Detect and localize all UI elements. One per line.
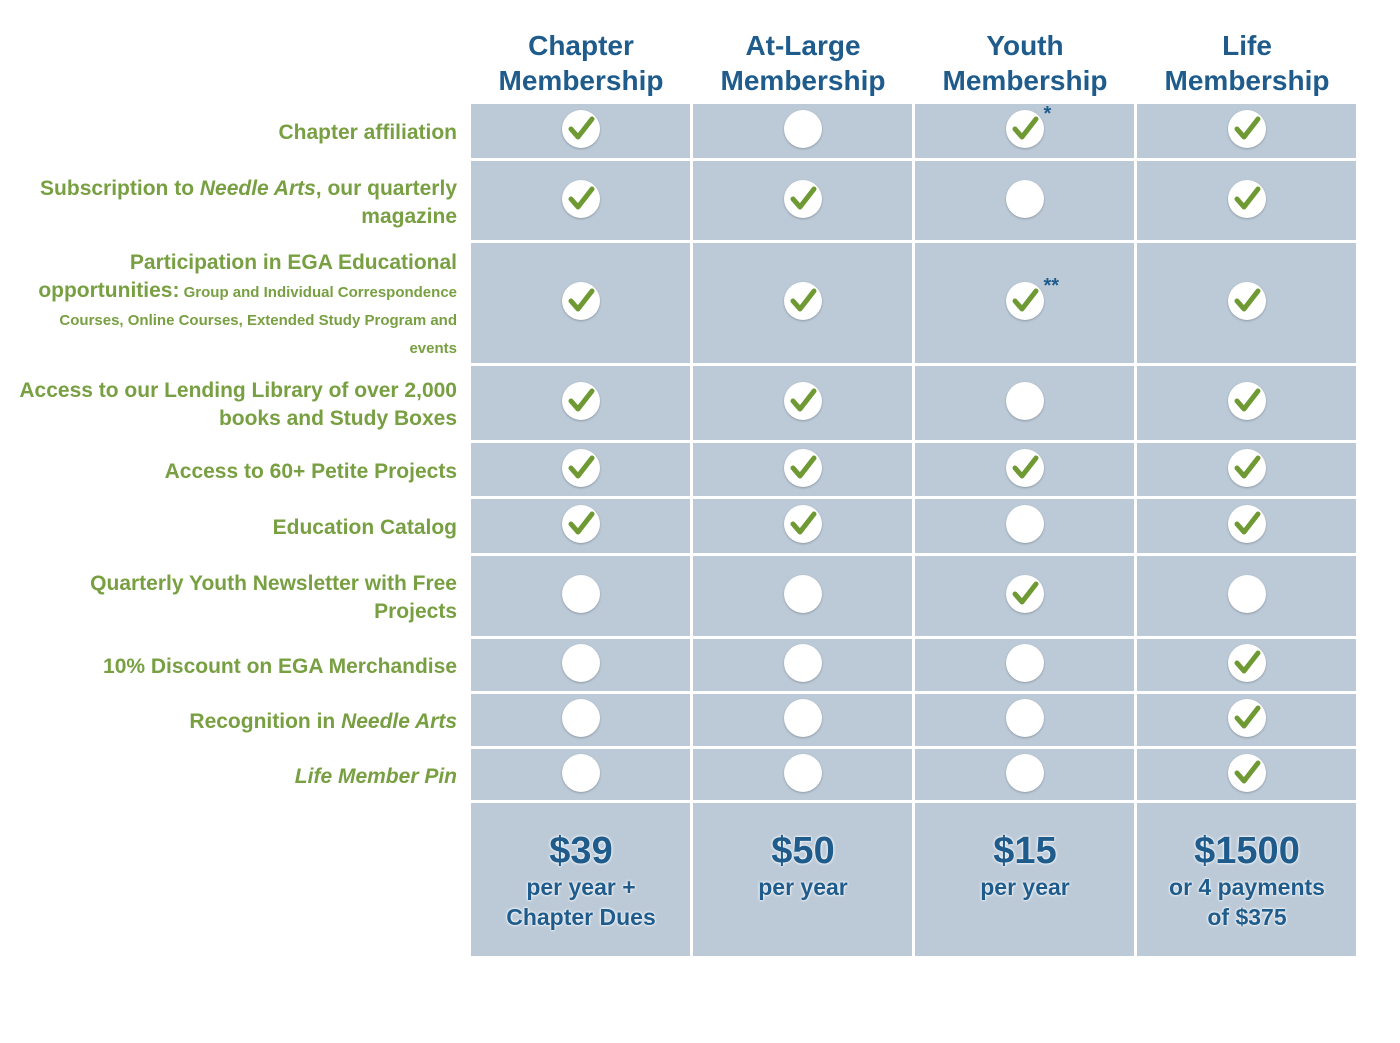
checkmark-stroke	[793, 391, 814, 409]
empty-circle-icon	[1006, 180, 1044, 218]
row-label-emphasis: Needle Arts	[199, 176, 316, 200]
price-amount: $39	[549, 830, 613, 872]
check-circle-icon	[1228, 699, 1266, 737]
price-terms-line: of $375	[1207, 904, 1287, 930]
check-circle-icon	[1228, 644, 1266, 682]
checkmark-icon	[562, 110, 600, 148]
checkmark-stroke	[571, 514, 592, 532]
check-circle-icon	[1006, 110, 1044, 148]
checkmark-stroke	[1237, 189, 1258, 207]
checkmark-stroke	[571, 291, 592, 309]
checkmark-icon	[784, 382, 822, 420]
empty-circle-icon	[562, 699, 600, 737]
empty-circle-icon	[1006, 382, 1044, 420]
check-circle-icon	[1006, 575, 1044, 613]
row-label-text: Subscription to	[40, 176, 200, 200]
checkmark-icon	[1228, 754, 1266, 792]
empty-circle-icon	[784, 644, 822, 682]
checkmark-icon	[784, 505, 822, 543]
row-label-emphasis: Life Member Pin	[294, 764, 457, 788]
checkmark-icon	[562, 505, 600, 543]
row-label-emphasis: Needle Arts	[341, 710, 457, 733]
checkmark-stroke	[571, 119, 592, 137]
row-label-text: Participation in EGA Educational opportunities:	[38, 251, 457, 302]
column-header	[914, 28, 1136, 98]
checkmark-icon	[784, 180, 822, 218]
column-header	[1136, 28, 1358, 98]
footnote-marker: **	[1043, 275, 1060, 297]
check-circle-icon	[1228, 449, 1266, 487]
row-label	[17, 249, 457, 361]
checkmark-icon	[1006, 449, 1044, 487]
row-label	[17, 653, 457, 681]
price-terms-line: per year	[758, 874, 848, 900]
checkmark-icon	[1006, 575, 1044, 613]
row-label-text: Access to our Lending Library of over 2,000 books and Study Boxes	[19, 379, 457, 430]
empty-circle-icon	[1006, 505, 1044, 543]
checkmark-stroke	[1237, 708, 1258, 726]
checkmark-stroke	[1237, 763, 1258, 781]
empty-circle-icon	[562, 754, 600, 792]
row-label-text: Chapter affiliation	[278, 121, 457, 144]
price-terms	[1136, 872, 1358, 932]
price-amount: $15	[993, 830, 1057, 872]
checkmark-stroke	[1237, 391, 1258, 409]
checkmark-stroke	[793, 458, 814, 476]
empty-circle-icon	[1006, 699, 1044, 737]
row-label-detail: Group and Individual Correspondence Courses, Online Courses, Extended Study Program and events	[59, 284, 457, 357]
column-header-line: Membership	[1164, 65, 1330, 96]
empty-circle-icon	[562, 575, 600, 613]
column-header	[470, 28, 692, 98]
checkmark-icon	[1228, 110, 1266, 148]
checkmark-icon	[784, 282, 822, 320]
column-header-line: Life	[1222, 30, 1272, 61]
check-circle-icon	[784, 505, 822, 543]
row-label-text: Quarterly Youth Newsletter with Free Projects	[90, 572, 457, 623]
check-circle-icon	[784, 449, 822, 487]
check-circle-icon	[784, 180, 822, 218]
checkmark-stroke	[571, 189, 592, 207]
row-label	[17, 514, 457, 542]
checkmark-icon	[1006, 282, 1044, 320]
price-terms-line: per year +	[526, 874, 636, 900]
empty-circle-icon	[1228, 575, 1266, 613]
row-label-text: Recognition in	[189, 710, 342, 733]
checkmark-stroke	[1015, 458, 1036, 476]
checkmark-stroke	[793, 514, 814, 532]
row-label	[17, 119, 457, 147]
check-circle-icon	[1006, 449, 1044, 487]
price-terms-line: per year	[980, 874, 1070, 900]
row-label-text: Access to 60+ Petite Projects	[164, 459, 457, 483]
check-circle-icon	[562, 180, 600, 218]
checkmark-icon	[1228, 505, 1266, 543]
row-label-text: Education Catalog	[272, 516, 457, 539]
check-circle-icon	[1228, 754, 1266, 792]
empty-circle-icon	[1006, 644, 1044, 682]
check-circle-icon	[1228, 110, 1266, 148]
price-amount: $1500	[1194, 830, 1300, 872]
price-terms	[470, 872, 692, 932]
check-circle-icon	[1228, 382, 1266, 420]
price-terms-line: or 4 payments	[1169, 874, 1325, 900]
row-label	[17, 377, 457, 433]
checkmark-icon	[1228, 449, 1266, 487]
empty-circle-icon	[562, 644, 600, 682]
checkmark-stroke	[1237, 291, 1258, 309]
check-circle-icon	[562, 505, 600, 543]
empty-circle-icon	[1006, 754, 1044, 792]
checkmark-icon	[1006, 110, 1044, 148]
checkmark-stroke	[571, 391, 592, 409]
footnote-marker: *	[1043, 103, 1052, 125]
check-circle-icon	[784, 282, 822, 320]
checkmark-stroke	[1015, 291, 1036, 309]
empty-circle-icon	[784, 575, 822, 613]
checkmark-stroke	[1015, 584, 1036, 602]
price-terms	[914, 872, 1136, 902]
price-terms	[692, 872, 914, 902]
row-label	[17, 708, 457, 736]
checkmark-icon	[562, 449, 600, 487]
column-header-line: At-Large	[745, 30, 861, 61]
column-header	[692, 28, 914, 98]
row-label-text: 10% Discount on EGA Merchandise	[103, 655, 457, 678]
checkmark-icon	[562, 282, 600, 320]
column-header-line: Youth	[986, 30, 1064, 61]
empty-circle-icon	[784, 754, 822, 792]
checkmark-icon	[562, 180, 600, 218]
check-circle-icon	[1006, 282, 1044, 320]
column-header-line: Membership	[720, 65, 886, 96]
checkmark-icon	[1228, 644, 1266, 682]
checkmark-stroke	[1237, 653, 1258, 671]
checkmark-icon	[784, 449, 822, 487]
column-header-line: Membership	[498, 65, 664, 96]
check-circle-icon	[1228, 180, 1266, 218]
check-circle-icon	[784, 382, 822, 420]
price-terms-line: Chapter Dues	[506, 904, 656, 930]
row-label	[17, 570, 457, 626]
check-circle-icon	[562, 382, 600, 420]
checkmark-icon	[1228, 180, 1266, 218]
checkmark-stroke	[1015, 119, 1036, 137]
row-label	[17, 175, 457, 231]
row-label	[17, 763, 457, 791]
checkmark-stroke	[1237, 458, 1258, 476]
checkmark-icon	[1228, 282, 1266, 320]
check-circle-icon	[562, 449, 600, 487]
checkmark-stroke	[1237, 514, 1258, 532]
row-label-text: , our quarterly magazine	[315, 176, 457, 228]
check-circle-icon	[562, 110, 600, 148]
empty-circle-icon	[784, 110, 822, 148]
empty-circle-icon	[784, 699, 822, 737]
checkmark-stroke	[571, 458, 592, 476]
check-circle-icon	[1228, 282, 1266, 320]
checkmark-icon	[562, 382, 600, 420]
checkmark-icon	[1228, 382, 1266, 420]
checkmark-icon	[1228, 699, 1266, 737]
check-circle-icon	[562, 282, 600, 320]
row-label	[17, 458, 457, 486]
column-header-line: Membership	[942, 65, 1108, 96]
checkmark-stroke	[793, 189, 814, 207]
check-circle-icon	[1228, 505, 1266, 543]
price-amount: $50	[771, 830, 835, 872]
column-header-line: Chapter	[528, 30, 634, 61]
checkmark-stroke	[793, 291, 814, 309]
checkmark-stroke	[1237, 119, 1258, 137]
